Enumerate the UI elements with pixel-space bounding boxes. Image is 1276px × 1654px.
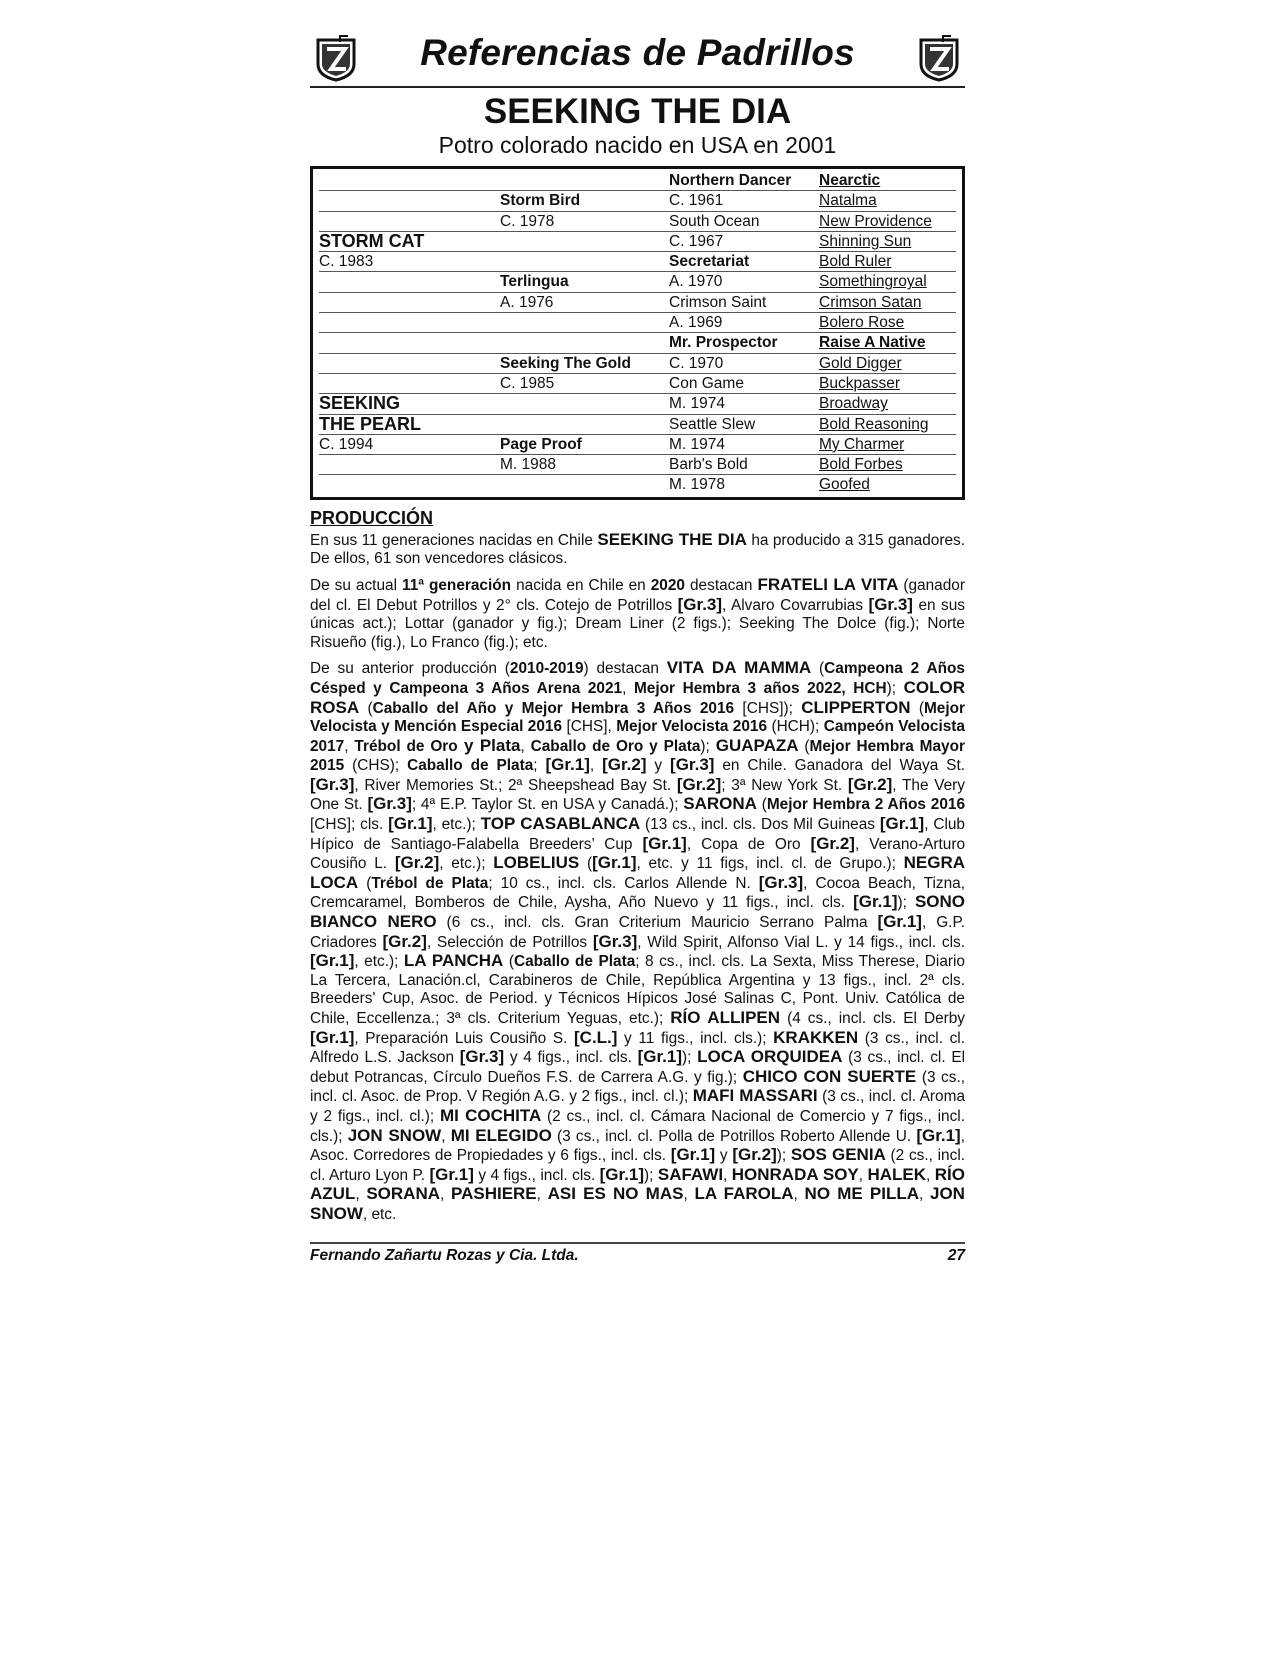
pedigree-cell: Bold Forbes bbox=[819, 456, 903, 474]
pedigree-cell: Gold Digger bbox=[819, 354, 902, 372]
pedigree-cell: M. 1974 bbox=[669, 395, 726, 413]
pedigree-cell: Shinning Sun bbox=[819, 232, 912, 250]
pedigree-cell: Somethingroyal bbox=[819, 273, 927, 291]
pedigree-row bbox=[319, 252, 956, 272]
pedigree-row bbox=[319, 435, 956, 455]
pedigree-row bbox=[319, 293, 956, 313]
pedigree-cell: Bold Reasoning bbox=[819, 415, 929, 433]
horse-name: SEEKING THE DIA bbox=[483, 92, 792, 131]
production-title: PRODUCCIÓN bbox=[310, 507, 434, 528]
pedigree-row bbox=[319, 455, 956, 475]
pedigree-cell: Seattle Slew bbox=[669, 415, 756, 433]
pedigree-cell: M. 1988 bbox=[500, 456, 557, 474]
pedigree-cell: Barb's Bold bbox=[669, 456, 748, 474]
dam-name: THE PEARL bbox=[319, 414, 422, 434]
pedigree-cell: C. 1985 bbox=[500, 374, 555, 392]
pedigree-cell: Nearctic bbox=[819, 172, 881, 189]
pedigree-cell: C. 1961 bbox=[669, 192, 724, 210]
current-generation-paragraph: De su actual 11ª generación nacida en Chile en 2020 destacan FRATELI LA VITA (ganador del cl. El Debut Potrillos y 2° cls. Cotejo de Potrillos [Gr.3], Alvaro Covarrubias [Gr.3] en sus únicas act.); Lottar (ganador y fig.); Dream Liner (2 figs.); Seeking The Dolce (fig.); Norte Risueño (fig.), Lo Franco (fig.); etc. bbox=[310, 574, 965, 651]
pedigree-row bbox=[319, 313, 956, 333]
pedigree-cell: Page Proof bbox=[500, 435, 582, 453]
production-summary: En sus 11 generaciones nacidas en Chile SEEKING THE DIA ha producido a 315 ganadores. De ellos, 61 son vencedores clásicos. bbox=[310, 529, 965, 568]
pedigree-row bbox=[319, 212, 956, 232]
pedigree-cell: C. 1970 bbox=[669, 354, 724, 372]
pedigree-cell: C. 1978 bbox=[500, 212, 555, 230]
pedigree-cell: Mr. Prospector bbox=[669, 334, 778, 352]
pedigree-cell: Buckpasser bbox=[819, 374, 900, 392]
pedigree-cell: A. 1969 bbox=[669, 314, 723, 332]
pedigree-cell: New Providence bbox=[819, 212, 932, 230]
pedigree-cell: C. 1983 bbox=[319, 253, 374, 271]
pedigree-cell: C. 1994 bbox=[319, 435, 374, 453]
pedigree-row bbox=[319, 415, 956, 435]
pedigree-cell: Storm Bird bbox=[500, 192, 581, 210]
pedigree-row bbox=[319, 374, 956, 394]
pedigree-cell: M. 1974 bbox=[669, 435, 726, 453]
pedigree-table bbox=[310, 166, 965, 500]
footer-company: Fernando Zañartu Rozas y Cia. Ltda. bbox=[310, 1247, 579, 1264]
pedigree-cell: Bolero Rose bbox=[819, 314, 905, 332]
previous-production-paragraph: De su anterior producción (2010-2019) destacan VITA DA MAMMA (Campeona 2 Años Césped y Campeona 3 Años Arena 2021, Mejor Hembra 3 años 2022, HCH); COLOR ROSA (Caballo del Año y Mejor Hembra 3 Años 2016 [CHS]); CLIPPERTON (Mejor Velocista y Mención Especial 2016 [CHS], Mejor Velocista 2016 (HCH); Campeón Velocista 2017, Trébol de Oro y Plata, Caballo de Oro y Plata); GUAPAZA (Mejor Hembra Mayor 2015 (CHS); Caballo de Plata; [Gr.1], [Gr.2] y [Gr.3] en Chile. Ganadora del Waya St. [Gr.3], River Memories St.; 2ª Sheepshead Bay St. [Gr.2]; 3ª New York St. [Gr.2], The Very One St. [Gr.3]; 4ª E.P. Taylor St. en USA y Canadá.); SARONA (Mejor Hembra 2 Años 2016 [CHS]; cls. [Gr.1], etc.); TOP CASABLANCA (13 cs., incl. cls. Dos Mil Guineas [Gr.1], Club Hípico de Santiago-Falabella Breeders’ Cup [Gr.1], Copa de Oro [Gr.2], Verano-Arturo Cousiño L. [Gr.2], etc.); LOBELIUS ([Gr.1], etc. y 11 figs, incl. cl. de Grupo.); NEGRA LOCA (Trébol de Plata; 10 cs., incl. cls. Carlos Allende N. [Gr.3], Cocoa Beach, Tizna, Cremcaramel, Bomberos de Chile, Aysha, Año Nuevo y 11 figs., incl. cls. [Gr.1]); SONO BIANCO NERO (6 cs., incl. cls. Gran Criterium Mauricio Serrano Palma [Gr.1], G.P. Criadores [Gr.2], Selección de Potrillos [Gr.3], Wild Spirit, Alfonso Vial L. y 14 figs., incl. cls. [Gr.1], etc.); LA PANCHA (Caballo de Plata; 8 cs., incl. cls. La Sexta, Miss Therese, Diario La Tercera, Lanación.cl, Carabineros de Chile, República Argentina y 13 figs., incl. 2ª cls. Breeders' Cup, Asoc. de Period. y Técnicos Hípicos José Salinas C, Pont. Univ. Católica de Chile, Eccellenza.; 3ª cls. Criterium Yeguas, etc.); RÍO ALLIPEN (4 cs., incl. cls. El Derby [Gr.1], Preparación Luis Cousiño S. [C.L.] y 11 figs., incl. cls.); KRAKKEN (3 cs., incl. cl. Alfredo L.S. Jackson [Gr.3] y 4 figs., incl. cls. [Gr.1]); LOCA ORQUIDEA (3 cs., incl. cl. El debut Potrancas, Círculo Dueños F.S. de Carrera A.G. y fig.); CHICO CON SUERTE (3 cs., incl. cl. Asoc. de Prop. V Región A.G. y 2 figs., incl. cl.); MAFI MASSARI (3 cs., incl. cl. Aroma y 2 figs., incl. cl.); MI COCHITA (2 cs., incl. cl. Cámara Nacional de Comercio y 7 figs., incl. cls.); JON SNOW, MI ELEGIDO (3 cs., incl. cl. Polla de Potrillos Roberto Allende U. [Gr.1], Asoc. Corredores de Propiedades y 6 figs., incl. cls. [Gr.1] y [Gr.2]); SOS GENIA (2 cs., incl. cl. Arturo Lyon P. [Gr.1] y 4 figs., incl. cls. [Gr.1]); SAFAWI, HONRADA SOY, HALEK, RÍO AZUL, SORANA, PASHIERE, ASI ES NO MAS, LA FAROLA, NO ME PILLA, JON SNOW, etc. bbox=[310, 658, 966, 1223]
pedigree-cell: South Ocean bbox=[669, 212, 760, 230]
page-header bbox=[310, 30, 965, 88]
pedigree-row bbox=[319, 394, 956, 414]
pedigree-cell: Crimson Saint bbox=[669, 293, 767, 311]
pedigree-row bbox=[319, 232, 956, 252]
page bbox=[310, 30, 966, 1264]
zanartu-logo-icon bbox=[314, 34, 358, 82]
pedigree-cell: Natalma bbox=[819, 192, 877, 210]
pedigree-cell: Seeking The Gold bbox=[500, 354, 631, 372]
pedigree-row bbox=[319, 475, 956, 494]
pedigree-cell: C. 1967 bbox=[669, 232, 724, 250]
pedigree-cell: M. 1978 bbox=[669, 476, 726, 494]
pedigree-cell: Secretariat bbox=[669, 253, 750, 271]
pedigree-cell: Terlingua bbox=[500, 273, 569, 291]
sire-name: STORM CAT bbox=[319, 231, 425, 251]
pedigree-cell: A. 1970 bbox=[669, 273, 723, 291]
pedigree-cell: A. 1976 bbox=[500, 293, 554, 311]
horse-subtitle: Potro colorado nacido en USA en 2001 bbox=[438, 132, 837, 158]
pedigree-cell: My Charmer bbox=[819, 435, 905, 453]
pedigree-cell: Broadway bbox=[819, 395, 888, 413]
production-section bbox=[310, 507, 965, 1225]
pedigree-cell: Northern Dancer bbox=[669, 172, 792, 189]
pedigree-row bbox=[319, 171, 956, 191]
page-footer bbox=[310, 1242, 965, 1265]
zanartu-logo-icon bbox=[917, 34, 961, 82]
pedigree-cell: Goofed bbox=[819, 476, 870, 494]
pedigree-cell: Con Game bbox=[669, 374, 744, 392]
pedigree-cell: Bold Ruler bbox=[819, 253, 892, 271]
page-number: 27 bbox=[947, 1247, 965, 1264]
series-title: Referencias de Padrillos bbox=[420, 32, 855, 73]
pedigree-row bbox=[319, 333, 956, 353]
pedigree-row bbox=[319, 191, 956, 211]
pedigree-cell: Raise A Native bbox=[819, 334, 926, 352]
pedigree-cell: Crimson Satan bbox=[819, 293, 922, 311]
pedigree-row bbox=[319, 272, 956, 292]
pedigree-row bbox=[319, 354, 956, 374]
dam-name: SEEKING bbox=[319, 394, 401, 414]
